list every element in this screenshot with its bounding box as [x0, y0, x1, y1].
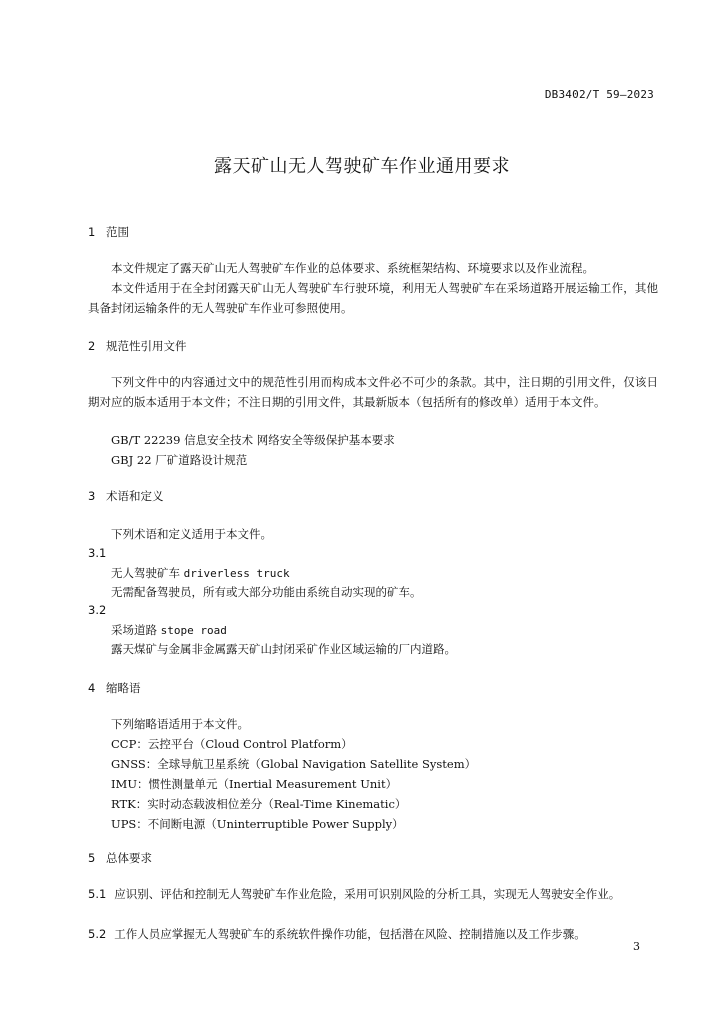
section-number: 4 [88, 681, 96, 695]
abbreviation: IMU：惯性测量单元（Inertial Measurement Unit） [111, 777, 398, 791]
section-number: 2 [88, 339, 96, 353]
section-5-heading [88, 850, 152, 866]
section-3-paragraph-1: 下列术语和定义适用于本文件。 [111, 527, 272, 541]
section-title: 规范性引用文件 [106, 339, 187, 353]
section-number: 1 [88, 225, 96, 239]
abbreviation: UPS：不间断电源（Uninterruptible Power Supply） [111, 817, 404, 831]
page-number: 3 [633, 940, 640, 953]
standard-number: DB3402/T 59—2023 [544, 88, 654, 101]
term-number: 3.1 [88, 546, 107, 560]
term-english: stope road [160, 624, 227, 637]
term-chinese: 无人驾驶矿车 [111, 566, 180, 580]
clause-text: 工作人员应掌握无人驾驶矿车的系统软件操作功能，包括潜在风险、控制措施以及工作步骤。 [114, 927, 586, 941]
section-title: 术语和定义 [106, 489, 164, 503]
document-title: 露天矿山无人驾驶矿车作业通用要求 [214, 156, 510, 177]
section-title: 缩略语 [106, 681, 141, 695]
clause-item [88, 924, 658, 944]
section-4-paragraph-1: 下列缩略语适用于本文件。 [111, 717, 249, 731]
section-title: 总体要求 [106, 851, 152, 865]
abbreviation: CCP：云控平台（Cloud Control Platform） [111, 737, 353, 751]
clause-item [88, 884, 658, 904]
normative-reference: GBJ 22 厂矿道路设计规范 [111, 453, 248, 467]
section-3-heading [88, 488, 164, 504]
section-4-heading [88, 680, 141, 696]
clause-number: 5.2 [88, 927, 107, 941]
section-2-heading [88, 338, 187, 354]
term-chinese: 采场道路 [111, 623, 157, 637]
term-title [111, 565, 290, 581]
abbreviation: RTK：实时动态载波相位差分（Real-Time Kinematic） [111, 797, 407, 811]
term-number: 3.2 [88, 603, 107, 617]
clause-number: 5.1 [88, 887, 107, 901]
section-1-paragraph-2: 本文件适用于在全封闭露天矿山无人驾驶矿车行驶环境，利用无人驾驶矿车在采场道路开展运输工作，其他具备封闭运输条件的无人驾驶矿车作业可参照使用。 [88, 281, 658, 315]
abbreviation: GNSS：全球导航卫星系统（Global Navigation Satellite System） [111, 757, 477, 771]
section-title: 范围 [106, 225, 129, 239]
section-number: 5 [88, 851, 96, 865]
term-title [111, 622, 227, 638]
term-definition: 无需配备驾驶员，所有或大部分功能由系统自动实现的矿车。 [111, 585, 422, 599]
term-english: driverless truck [183, 567, 290, 580]
normative-reference: GB/T 22239 信息安全技术 网络安全等级保护基本要求 [111, 433, 395, 447]
section-2-paragraph-1: 下列文件中的内容通过文中的规范性引用而构成本文件必不可少的条款。其中，注日期的引用文件，仅该日期对应的版本适用于本文件；不注日期的引用文件，其最新版本（包括所有的修改单）适用于本文件。 [88, 375, 658, 409]
term-definition: 露天煤矿与金属非金属露天矿山封闭采矿作业区域运输的厂内道路。 [111, 642, 456, 656]
section-1-heading [88, 224, 129, 240]
clause-text: 应识别、评估和控制无人驾驶矿车作业危险，采用可识别风险的分析工具，实现无人驾驶安全作业。 [114, 887, 621, 901]
section-number: 3 [88, 489, 96, 503]
section-1-paragraph-1: 本文件规定了露天矿山无人驾驶矿车作业的总体要求、系统框架结构、环境要求以及作业流程。 [111, 261, 594, 275]
